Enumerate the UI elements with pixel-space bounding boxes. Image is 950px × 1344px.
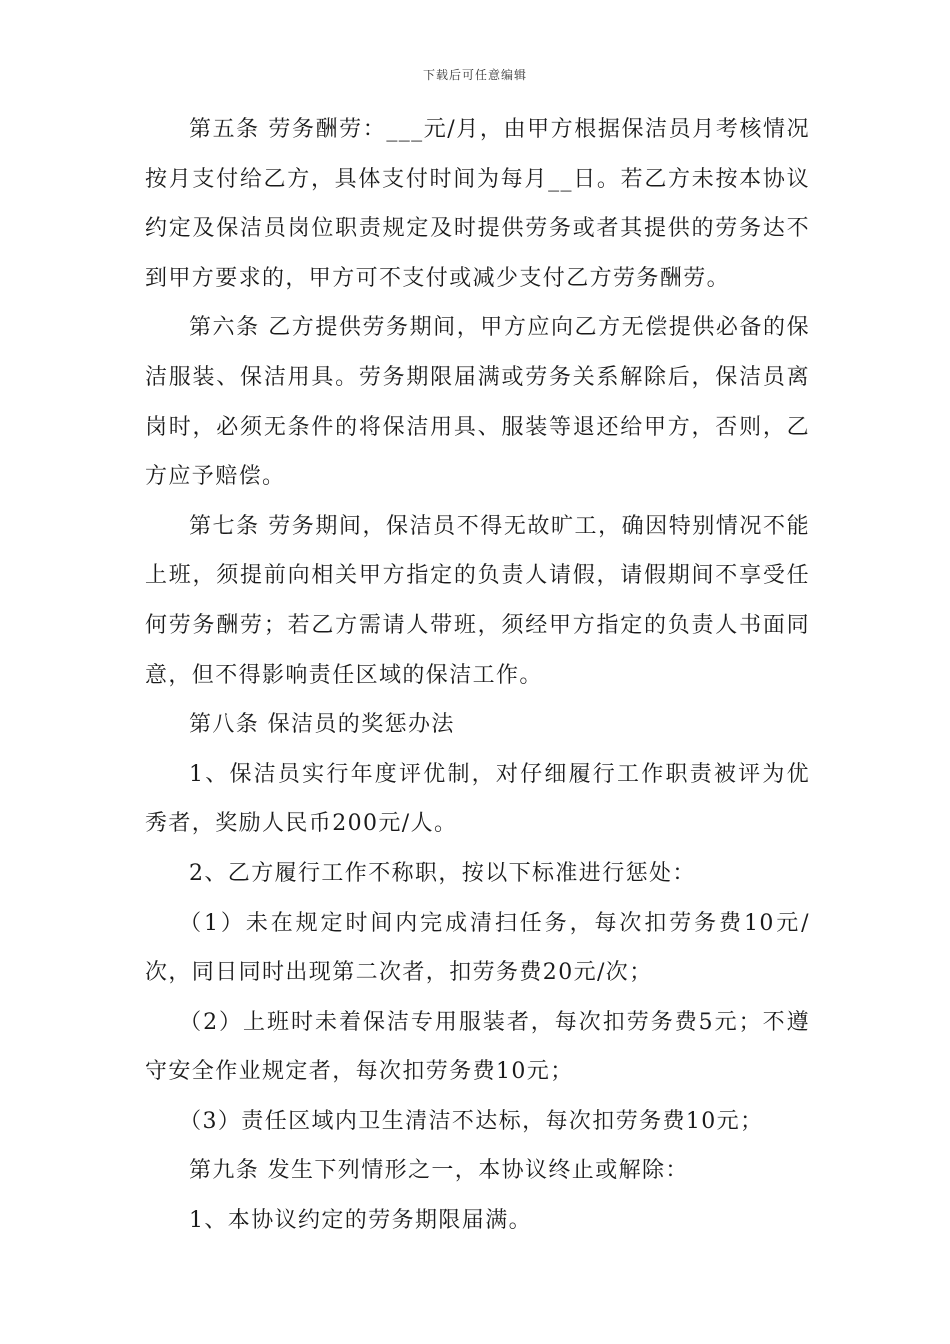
document-body xyxy=(145,105,810,1246)
article-9-paragraph: 第九条 发生下列情形之一，本协议终止或解除： xyxy=(189,1158,689,1184)
penalty-subitem-3: （3）责任区域内卫生清洁不达标，每次扣劳务费10元； xyxy=(179,1108,764,1134)
reward-item-1: 1、保洁员实行年度评优制，对仔细履行工作职责被评为优秀者，奖励人民币200元/人。 xyxy=(145,761,810,837)
article-5-paragraph: 第五条 劳务酬劳：___元/月，由甲方根据保洁员月考核情况按月支付给乙方，具体支付时间为每月__日。若乙方未按本协议约定及保洁员岗位职责规定及时提供劳务或者其提供的劳务达不到甲方要求的，甲方可不支付或减少支付乙方劳务酬劳。 xyxy=(145,117,810,291)
penalty-subitem-1: （1）未在规定时间内完成清扫任务，每次扣劳务费10元/次，同日同时出现第二次者，扣劳务费20元/次； xyxy=(145,910,810,986)
penalty-subitem-2: （2）上班时未着保洁专用服装者，每次扣劳务费5元；不遵守安全作业规定者，每次扣劳务费10元； xyxy=(145,1009,810,1085)
article-7-paragraph: 第七条 劳务期间，保洁员不得无故旷工，确因特别情况不能上班，须提前向相关甲方指定的负责人请假，请假期间不享受任何劳务酬劳；若乙方需请人带班，须经甲方指定的负责人书面同意，但不得影响责任区域的保洁工作。 xyxy=(145,513,810,688)
article-8-heading: 第八条 保洁员的奖惩办法 xyxy=(189,712,455,738)
page-header: 下载后可任意编辑 xyxy=(422,68,527,82)
penalty-item-2: 2、乙方履行工作不称职，按以下标准进行惩处： xyxy=(189,860,696,886)
article-6-paragraph: 第六条 乙方提供劳务期间，甲方应向乙方无偿提供必备的保洁服装、保洁用具。劳务期限届满或劳务关系解除后，保洁员离岗时，必须无条件的将保洁用具、服装等退还给甲方，否则，乙方应予赔偿。 xyxy=(145,315,810,490)
termination-item-1: 1、本协议约定的劳务期限届满。 xyxy=(189,1208,532,1234)
